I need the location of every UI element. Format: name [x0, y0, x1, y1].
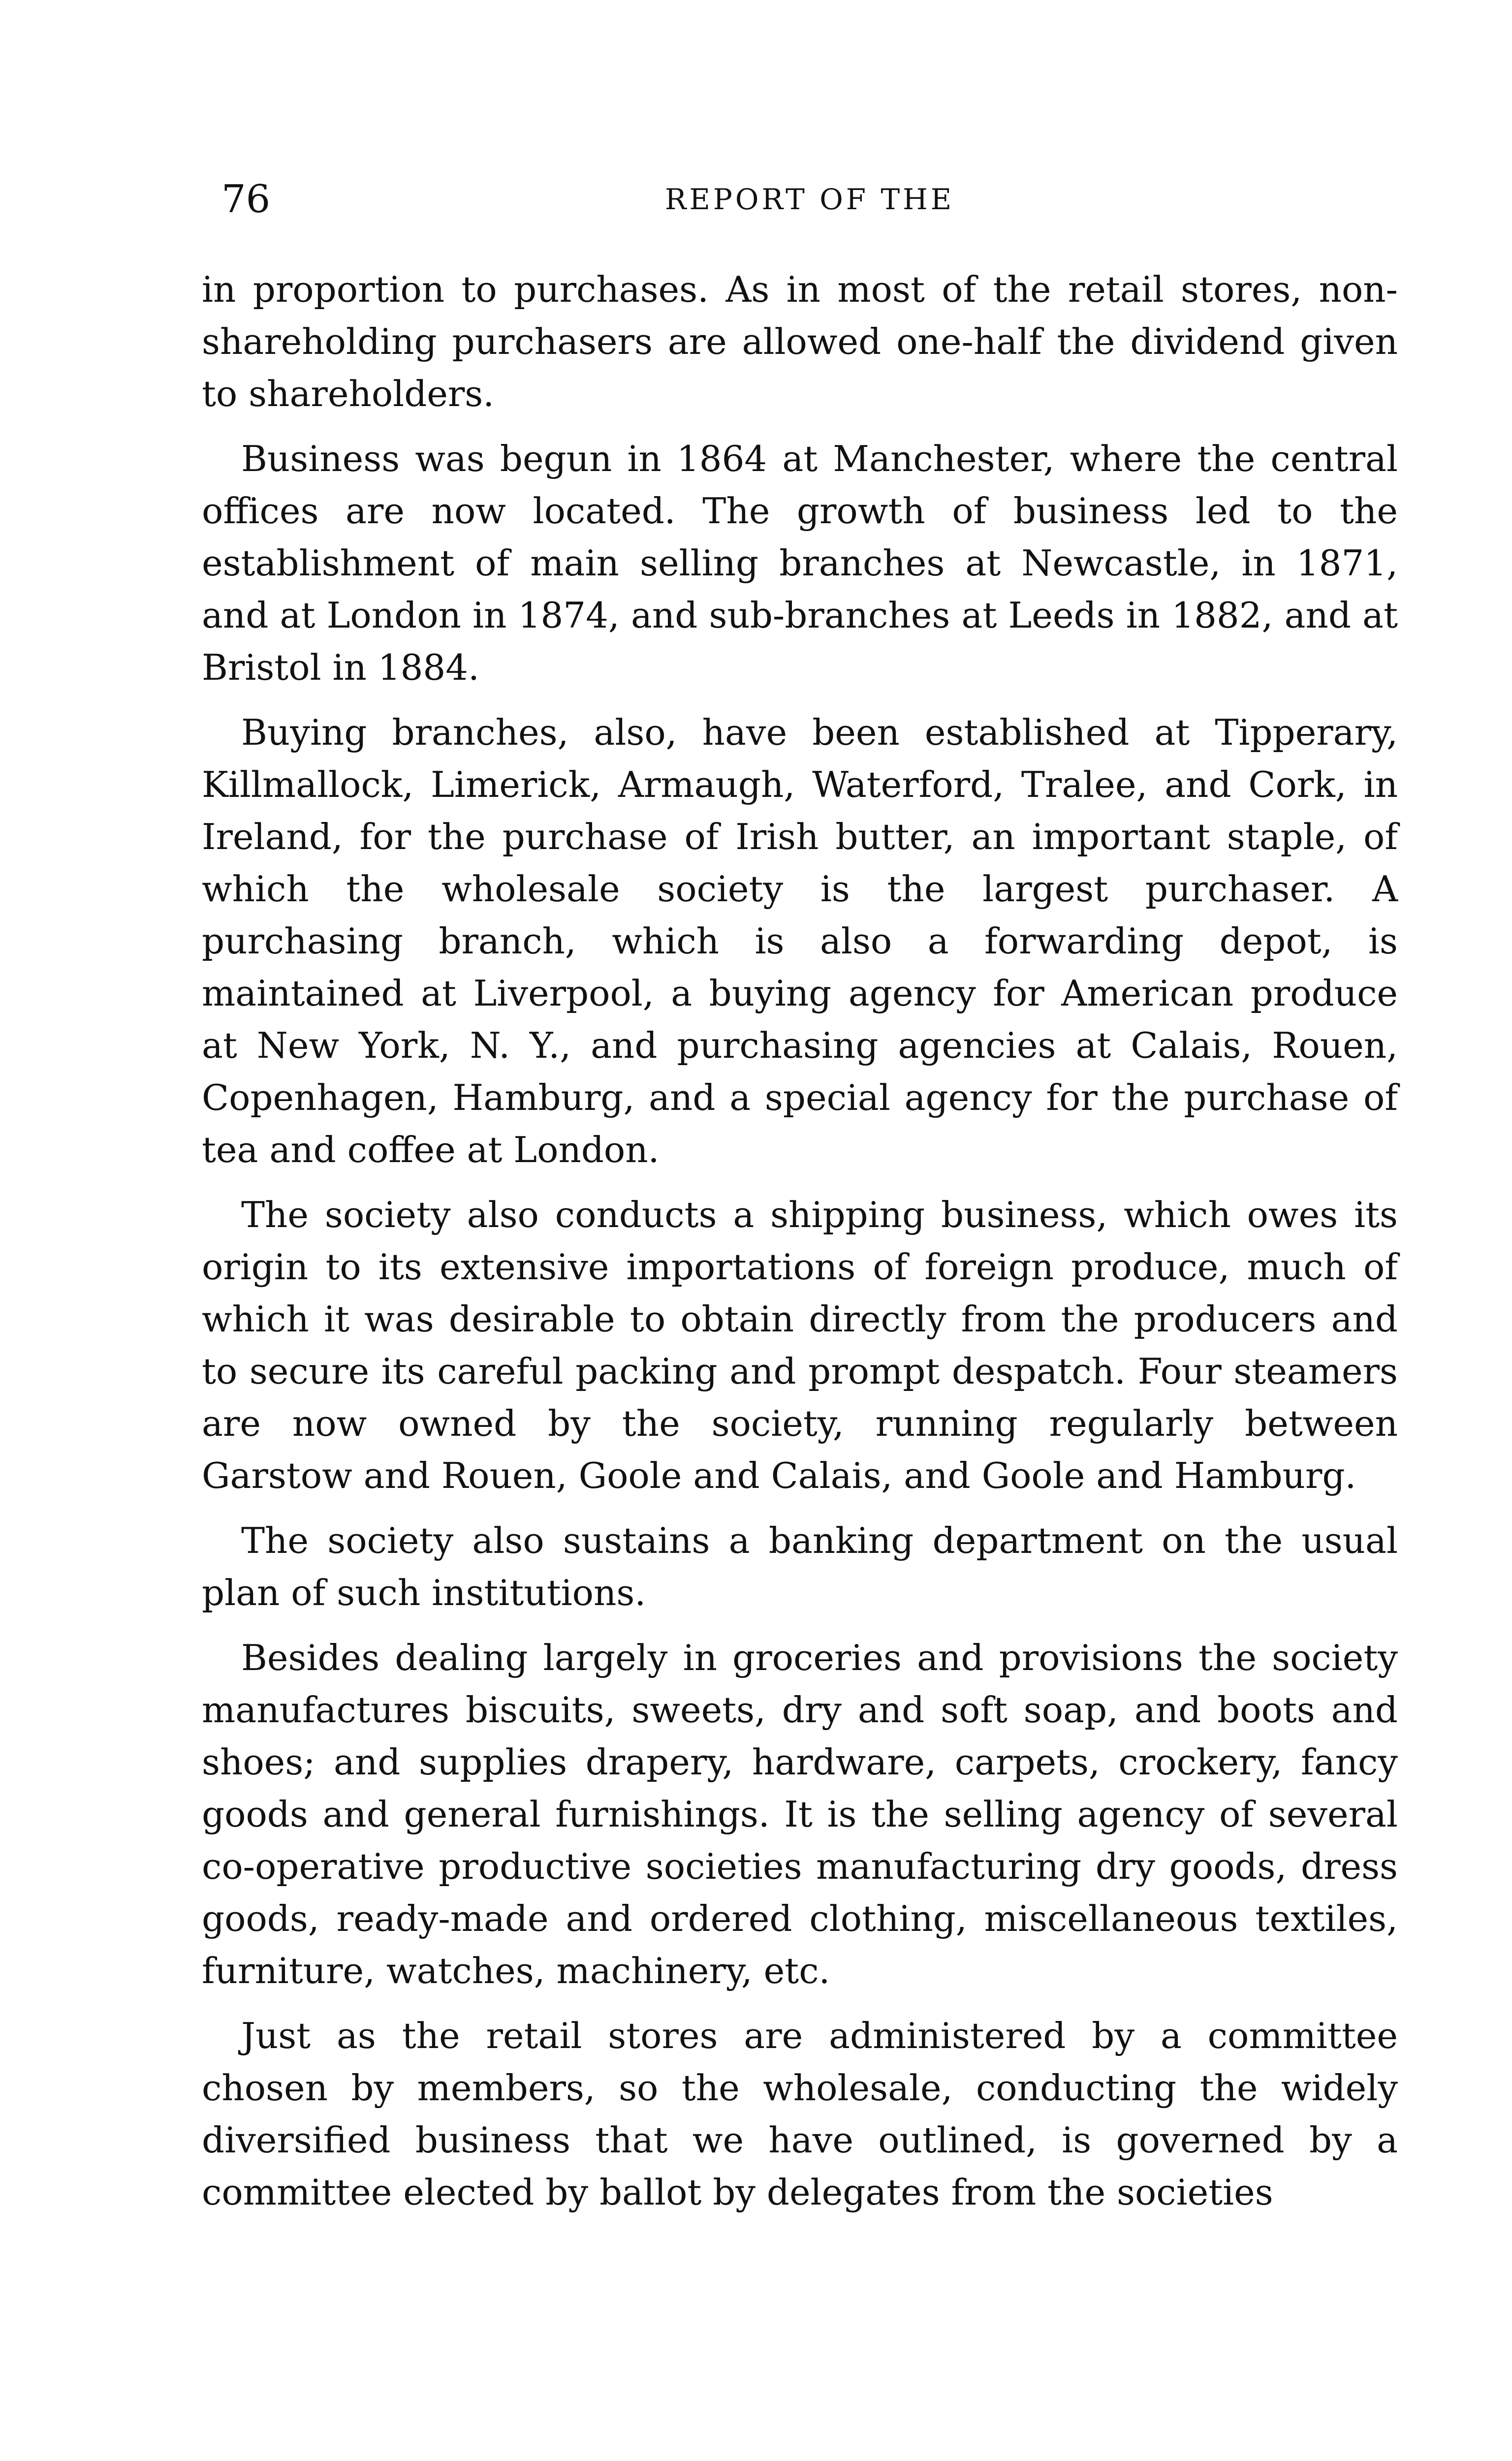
paragraph-business-history: Business was begun in 1864 at Manchester, where the central offices are now located. The growth of business led to the establishment of main selling branches at Newcastle, in 1871, and at London in 1874, and sub-branches at Leeds in 1882, and at Bristol in 1884.	[202, 438, 1398, 688]
body-text	[202, 263, 1398, 2231]
page-header	[221, 175, 1398, 224]
running-head: REPORT OF THE	[664, 183, 955, 216]
paragraph-buying-branches: Buying branches, also, have been established at Tipperary, Killmallock, Limerick, Armaugh, Waterford, Tralee, and Cork, in Ireland, for the purchase of Irish butter, an important staple, of which the wholesale society is the largest purchaser. A purchasing branch, which is also a forwarding depot, is maintained at Liverpool, a buying agency for American produce at New York, N. Y., and purchasing agencies at Calais, Rouen, Copenhagen, Hamburg, and a special agency for the purchase of tea and coffee at London.	[202, 712, 1398, 1170]
paragraph-banking: The society also sustains a banking department on the usual plan of such institutions.	[202, 1520, 1398, 1613]
paragraph-shipping: The society also conducts a shipping business, which owes its origin to its extensive importations of foreign produce, much of which it was desirable to obtain directly from the producers and to secure its careful packing and prompt despatch. Four steamers are now owned by the society, running regularly between Garstow and Rouen, Goole and Calais, and Goole and Hamburg.	[202, 1194, 1398, 1496]
paragraph-manufactures: Besides dealing largely in groceries and provisions the society manufactures biscuits, sweets, dry and soft soap, and boots and shoes; and supplies drapery, hardware, carpets, crockery, fancy goods and general furnishings. It is the selling agency of several co-operative productive societies manufacturing dry goods, dress goods, ready-made and ordered clothing, miscellaneous textiles, furniture, watches, machinery, etc.	[202, 1637, 1398, 1991]
page-number: 76	[221, 177, 271, 221]
paragraph-continuation: in proportion to purchases. As in most of the retail stores, non-shareholding purchasers are allowed one-half the dividend given to shareholders.	[202, 269, 1398, 414]
paragraph-governance: Just as the retail stores are administered by a committee chosen by members, so the wholesale, conducting the widely diversified business that we have outlined, is governed by a committee elected by ballot by delegates from the societies	[202, 2015, 1398, 2213]
